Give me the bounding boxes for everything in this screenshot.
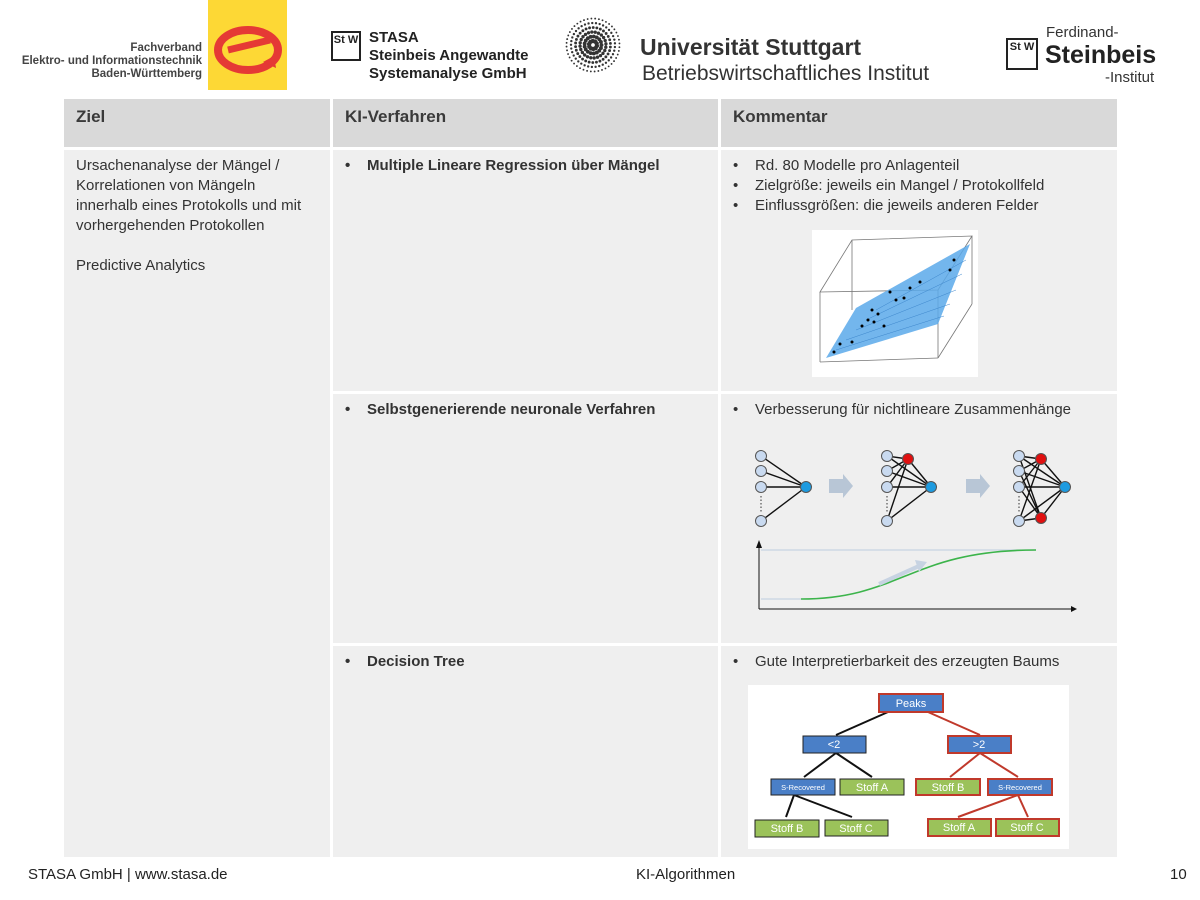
ziel-text: Ursachenanalyse der Mängel / Korrelationen von Mängeln innerhalb eines Protokolls und mit vorhergehenden Protokollen — [76, 157, 302, 234]
comment-cell-1 — [721, 150, 1117, 391]
ferdinand-bottom: -Institut — [1105, 69, 1155, 86]
fachverband-line3: Baden-Württemberg — [91, 68, 202, 80]
ziel-predictive: Predictive Analytics — [76, 257, 206, 274]
fachverband-line2: Elektro- und Informationstechnik — [21, 55, 202, 67]
fachverband-emblem — [208, 0, 287, 90]
fachverband-line1: Fachverband — [130, 42, 202, 54]
university-dot-logo-icon — [560, 12, 626, 78]
regression-3d-plot — [812, 230, 978, 377]
ziel-cell — [64, 150, 330, 857]
stasa-stw-logo-icon — [331, 31, 361, 61]
method-regression: • Multiple Lineare Regression über Mängel — [343, 156, 708, 176]
tree-root: Peaks — [895, 698, 927, 710]
comment-item: • Verbesserung für nichtlineare Zusammenhänge — [731, 400, 1107, 420]
university-subtitle: Betriebswirtschaftliches Institut — [642, 62, 930, 85]
header-kommentar: Kommentar — [721, 99, 1117, 147]
tree-lr: Stoff A — [855, 782, 889, 794]
comment-item: • Gute Interpretierbarkeit des erzeugten Baums — [731, 652, 1107, 672]
tree-rrr: Stoff C — [1010, 822, 1044, 834]
comment-item: • Einflussgrößen: die jeweils anderen Felder — [731, 196, 1107, 216]
tree-left: <2 — [827, 739, 841, 751]
footer-title: KI-Algorithmen — [636, 866, 736, 883]
stasa-line1: STASA — [369, 29, 419, 46]
stw-logo-text: St W — [333, 34, 359, 46]
stasa-line3: Systemanalyse GmbH — [369, 65, 527, 82]
ferdinand-main: Steinbeis — [1045, 41, 1157, 69]
header-ki-verfahren: KI-Verfahren — [333, 99, 718, 147]
tree-rl: Stoff B — [931, 782, 965, 794]
comment-item: • Zielgröße: jeweils ein Mangel / Protokollfeld — [731, 176, 1107, 196]
ferdinand-stw-logo-icon — [1006, 38, 1038, 70]
tree-rr: S-Recovered — [998, 783, 1042, 792]
method-cell-2 — [333, 394, 718, 643]
tree-right: >2 — [972, 739, 986, 751]
footer-company: STASA GmbH | www.stasa.de — [28, 866, 228, 883]
method-cell-3 — [333, 646, 718, 857]
method-decision-tree: • Decision Tree — [343, 652, 708, 672]
stasa-line2: Steinbeis Angewandte — [369, 47, 529, 64]
ferdinand-top: Ferdinand- — [1046, 24, 1119, 41]
method-cell-1 — [333, 150, 718, 391]
comment-cell-2 — [721, 394, 1117, 643]
tree-rrl: Stoff A — [942, 822, 976, 834]
comment-item: • Rd. 80 Modelle pro Anlagenteil — [731, 156, 1107, 176]
fachverband-name — [8, 42, 202, 81]
footer-page-number: 10 — [1170, 866, 1187, 883]
header-ziel: Ziel — [64, 99, 330, 147]
tree-ll: S-Recovered — [781, 783, 825, 792]
ki-table — [64, 99, 1117, 857]
method-neural: • Selbstgenerierende neuronale Verfahren — [343, 400, 708, 420]
decision-tree-diagram — [748, 685, 1069, 849]
tree-llr: Stoff C — [839, 823, 873, 835]
stasa-name — [369, 29, 528, 83]
comment-cell-3 — [721, 646, 1117, 857]
tree-lll: Stoff B — [770, 823, 804, 835]
stw-logo-text-2: St W — [1009, 41, 1035, 53]
neural-network-diagram — [751, 444, 1091, 634]
university-title: Universität Stuttgart — [640, 34, 862, 60]
